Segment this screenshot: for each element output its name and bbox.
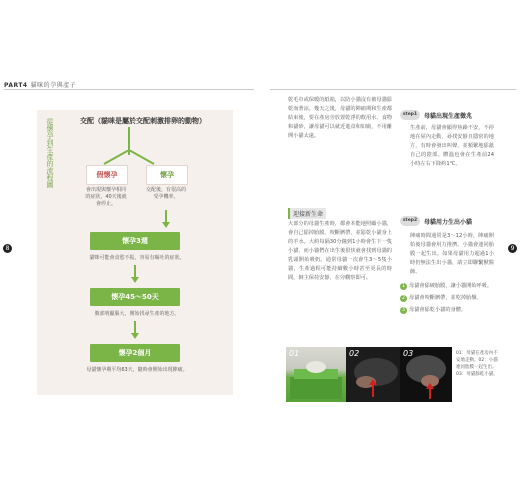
chapter-title: 貓咪的孕與產子 <box>30 82 77 89</box>
step2-badge: step2 <box>400 216 420 226</box>
arrow-head-stage3 <box>131 333 139 339</box>
number-2-icon: 2 <box>401 294 406 301</box>
flowchart-side-title: 從懷孕到生產的流程圖 <box>46 118 54 188</box>
step2-text: 陣痛時間通常是3〜12小時，陣痛開始後母貓會用力推擠，小貓會連同胎膜一起生出。如果母貓用力超過1小時仍無法生出小貓，請立即聯繫獸醫師。 <box>410 233 494 275</box>
connector-to-stage3 <box>134 321 136 333</box>
numbered-item-3-text: 母貓會舔乾小貓的身體。 <box>409 307 467 313</box>
branch-box-pregnancy: 懷孕 <box>146 165 188 185</box>
photo-01 <box>286 347 346 402</box>
photo-caption: 01：母貓在產房內不安地走動。02：小貓連同胎膜一起生出。03：母貓舔乾小貓。 <box>456 351 498 377</box>
numbered-item-2 <box>400 294 496 302</box>
numbered-item-2-text: 母貓會咬斷臍帶，並吃掉胎盤。 <box>409 295 482 301</box>
photo-03 <box>400 347 452 402</box>
photo-02-number: 02 <box>349 349 360 358</box>
number-1-icon: 1 <box>401 282 406 289</box>
right-page-marker: 9 <box>508 244 517 253</box>
branch-note-pseudo-pregnancy: 會出現與懷孕相同的症狀，40天後就會停止。 <box>85 187 127 207</box>
section-body-text: 大部分的母貓生產時，都會本能地照顧小貓，會自己舔掉胎膜、咬斷臍帶，並舔乾小貓身上的羊水。大約每隔30分鐘到1小時會生下一隻小貓，而小貓們在出生後很快就會找到母貓的乳頭開始吸奶。通常母貓一次會生3〜5隻小貓，生產過程可能持續數小時甚至更長的時間，飼主保持安靜、在旁觀察即可。 <box>288 221 392 281</box>
stage-box-3-weeks: 懷孕3週 <box>90 232 180 250</box>
section-label: 迎接新生命 <box>288 208 326 219</box>
photo-01-number: 01 <box>289 349 300 358</box>
body-text-top: 乾毛巾或保暖的紙箱，以防小貓沒有被母貓舔乾而著涼。幾天之後，母貓的陣痛期和生產都結束後，要在產房旁放置乾淨的飲用水、食物和貓砂，讓母貓可以就近進食和如廁，不用離開小貓太遠。 <box>288 97 392 139</box>
arrow-head-stage1 <box>162 222 170 228</box>
connector-to-stage2 <box>134 265 136 277</box>
stage-note-2-months: 母貓懷孕期平均63天，隨時會開始出現陣痛。 <box>86 367 188 373</box>
left-page-marker: 8 <box>3 244 12 253</box>
stage-box-45-50-days: 懷孕45〜50天 <box>90 288 180 306</box>
header-rule-right <box>270 89 516 90</box>
step1-title: 母貓出現生產徵兆 <box>424 112 473 120</box>
branch-note-pregnancy: 交配後，有很高的受孕機率。 <box>145 187 186 200</box>
header-rule-left <box>4 89 254 90</box>
photo-02 <box>346 347 400 402</box>
arrow-head-stage2 <box>131 277 139 283</box>
branch-box-pseudo-pregnancy: 假懷孕 <box>86 165 128 185</box>
step2-title: 母貓用力生出小貓 <box>424 218 473 226</box>
numbered-item-3 <box>400 306 496 314</box>
number-3-icon: 3 <box>401 306 406 313</box>
flowchart-heading: 交配（貓咪是屬於交配刺激排卵的動物） <box>80 117 206 125</box>
step1-badge: step1 <box>400 110 420 120</box>
step1-header <box>400 110 472 120</box>
photo-03-number: 03 <box>403 349 414 358</box>
part-label: PART4 <box>4 82 28 89</box>
numbered-item-1 <box>400 282 496 290</box>
stage-note-3-weeks: 貓咪可能會食慾不振，容易有嘔吐的症狀。 <box>89 255 185 261</box>
step1-text: 生產前，母貓會顯得焦躁不安，不停地在屋內走動，尋找安靜且隱密的地方，有時會發出叫聲，並頻繁地舔舐自己的陰部。體溫也會在生產前24小時左右下降約1℃。 <box>410 125 494 167</box>
stage-box-2-months: 懷孕2個月 <box>90 344 180 362</box>
step2-header <box>400 216 472 226</box>
connector-to-stage1 <box>165 210 167 222</box>
running-head <box>4 80 76 89</box>
numbered-item-1-text: 母貓會舔破胎膜，讓小貓開始呼吸。 <box>409 283 493 289</box>
stage-note-45-50-days: 腹部明顯脹大，開始找尋生產的地方。 <box>94 311 180 317</box>
